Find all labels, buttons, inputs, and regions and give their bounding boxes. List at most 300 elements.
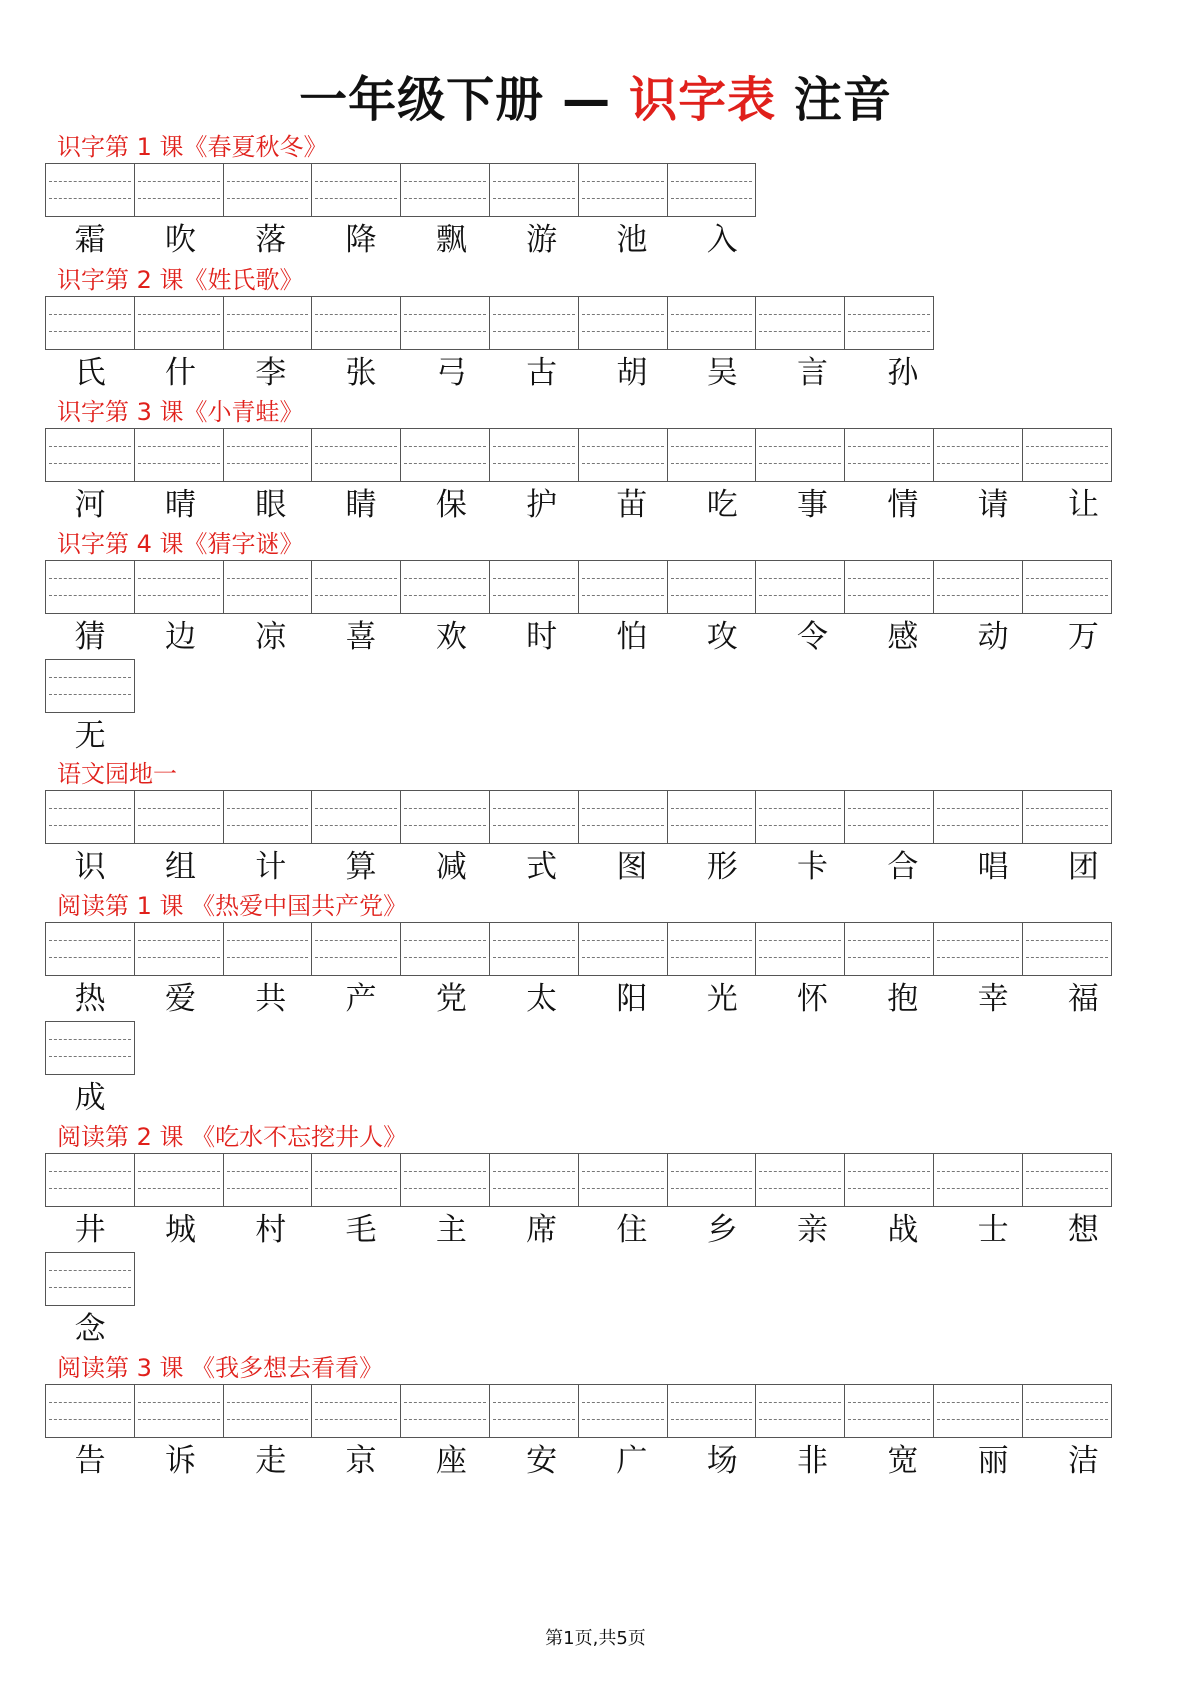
hanzi-character: 合 [887, 849, 919, 885]
guide-line [671, 578, 753, 579]
pinyin-writing-cell[interactable] [401, 163, 490, 217]
hanzi-character: 吹 [164, 222, 196, 258]
guide-line [49, 198, 131, 199]
pinyin-writing-cell[interactable] [490, 1153, 579, 1207]
guide-line [1026, 595, 1108, 596]
pinyin-writing-cell[interactable] [845, 296, 934, 350]
guide-line [315, 331, 397, 332]
guide-line [404, 1171, 486, 1172]
guide-line [404, 463, 486, 464]
guide-line [49, 825, 131, 826]
hanzi-character: 宽 [887, 1443, 919, 1479]
guide-line [582, 1171, 664, 1172]
pinyin-writing-cell[interactable] [135, 560, 224, 614]
guide-line [315, 825, 397, 826]
pinyin-writing-cell[interactable] [845, 428, 934, 482]
guide-line [937, 446, 1019, 447]
pinyin-writing-cell[interactable] [46, 163, 135, 217]
pinyin-writing-cell[interactable] [135, 163, 224, 217]
guide-line [315, 463, 397, 464]
pinyin-writing-cell[interactable] [668, 163, 757, 217]
guide-line [848, 595, 930, 596]
hanzi-character: 霜 [74, 222, 106, 258]
guide-line [1026, 1188, 1108, 1189]
hanzi-character: 感 [887, 619, 919, 655]
pinyin-writing-cell[interactable] [224, 1153, 313, 1207]
hanzi-character: 降 [345, 222, 377, 258]
hanzi-character: 丽 [977, 1443, 1009, 1479]
hanzi-character: 亲 [797, 1212, 829, 1248]
hanzi-character: 无 [74, 718, 106, 754]
guide-line [404, 808, 486, 809]
pinyin-grid-row [45, 428, 1112, 482]
pinyin-writing-cell[interactable] [46, 922, 135, 976]
pinyin-writing-cell[interactable] [579, 296, 668, 350]
guide-line [937, 808, 1019, 809]
pinyin-writing-cell[interactable] [224, 1384, 313, 1438]
guide-line [671, 198, 753, 199]
title-separator: — [562, 72, 612, 128]
character-row [45, 1210, 1129, 1250]
guide-line [227, 940, 309, 941]
pinyin-writing-cell[interactable] [934, 922, 1023, 976]
pinyin-writing-cell[interactable] [756, 922, 845, 976]
hanzi-character: 攻 [706, 619, 738, 655]
guide-line [49, 181, 131, 182]
pinyin-writing-cell[interactable] [135, 922, 224, 976]
section-heading: 识字第 3 课《小青蛙》 [57, 398, 304, 426]
guide-line [49, 331, 131, 332]
guide-line [404, 198, 486, 199]
pinyin-writing-cell[interactable] [135, 1153, 224, 1207]
hanzi-character: 座 [435, 1443, 467, 1479]
guide-line [671, 825, 753, 826]
pinyin-writing-cell[interactable] [579, 1384, 668, 1438]
guide-line [671, 1419, 753, 1420]
hanzi-character: 李 [255, 355, 287, 391]
guide-line [138, 1171, 220, 1172]
hanzi-character: 广 [616, 1443, 648, 1479]
pinyin-writing-cell[interactable] [135, 428, 224, 482]
guide-line [404, 940, 486, 941]
hanzi-character: 时 [526, 619, 558, 655]
guide-line [493, 181, 575, 182]
character-row [45, 220, 767, 260]
guide-line [1026, 463, 1108, 464]
pinyin-writing-cell[interactable] [756, 1153, 845, 1207]
guide-line [582, 181, 664, 182]
hanzi-character: 组 [164, 849, 196, 885]
guide-line [759, 940, 841, 941]
guide-line [138, 595, 220, 596]
pinyin-writing-cell[interactable] [401, 1153, 490, 1207]
pinyin-writing-cell[interactable] [490, 296, 579, 350]
pinyin-writing-cell[interactable] [668, 560, 757, 614]
hanzi-character: 京 [345, 1443, 377, 1479]
hanzi-character: 想 [1067, 1212, 1099, 1248]
pinyin-writing-cell[interactable] [579, 790, 668, 844]
guide-line [315, 314, 397, 315]
guide-line [227, 957, 309, 958]
guide-line [404, 314, 486, 315]
guide-line [49, 677, 131, 678]
pinyin-writing-cell[interactable] [756, 296, 845, 350]
guide-line [227, 578, 309, 579]
pinyin-writing-cell[interactable] [46, 1021, 135, 1075]
guide-line [138, 314, 220, 315]
guide-line [937, 595, 1019, 596]
hanzi-character: 游 [526, 222, 558, 258]
pinyin-writing-cell[interactable] [46, 790, 135, 844]
hanzi-character: 晴 [164, 487, 196, 523]
hanzi-character: 产 [345, 981, 377, 1017]
pinyin-writing-cell[interactable] [224, 922, 313, 976]
pinyin-writing-cell[interactable] [1023, 1384, 1112, 1438]
guide-line [671, 463, 753, 464]
title-grade: 一年级下册 [299, 72, 545, 128]
hanzi-character: 减 [435, 849, 467, 885]
pinyin-grid-row [45, 296, 934, 350]
pinyin-writing-cell[interactable] [579, 560, 668, 614]
pinyin-grid-row [45, 163, 756, 217]
hanzi-character: 算 [345, 849, 377, 885]
guide-line [315, 446, 397, 447]
guide-line [227, 808, 309, 809]
guide-line [227, 463, 309, 464]
guide-line [49, 694, 131, 695]
pinyin-writing-cell[interactable] [934, 1153, 1023, 1207]
hanzi-character: 卡 [797, 849, 829, 885]
pinyin-writing-cell[interactable] [224, 428, 313, 482]
hanzi-character: 场 [706, 1443, 738, 1479]
guide-line [315, 198, 397, 199]
pinyin-writing-cell[interactable] [934, 428, 1023, 482]
pinyin-writing-cell[interactable] [135, 296, 224, 350]
guide-line [759, 446, 841, 447]
hanzi-character: 万 [1067, 619, 1099, 655]
hanzi-character: 爱 [164, 981, 196, 1017]
hanzi-character: 落 [255, 222, 287, 258]
guide-line [138, 1402, 220, 1403]
pinyin-writing-cell[interactable] [312, 163, 401, 217]
guide-line [49, 1402, 131, 1403]
guide-line [848, 940, 930, 941]
pinyin-writing-cell[interactable] [401, 1384, 490, 1438]
guide-line [1026, 578, 1108, 579]
hanzi-character: 战 [887, 1212, 919, 1248]
hanzi-character: 村 [255, 1212, 287, 1248]
guide-line [671, 1171, 753, 1172]
pinyin-writing-cell[interactable] [668, 790, 757, 844]
pinyin-writing-cell[interactable] [490, 1384, 579, 1438]
hanzi-character: 席 [526, 1212, 558, 1248]
guide-line [848, 1171, 930, 1172]
pinyin-writing-cell[interactable] [1023, 790, 1112, 844]
pinyin-writing-cell[interactable] [1023, 428, 1112, 482]
pinyin-writing-cell[interactable] [579, 163, 668, 217]
guide-line [848, 314, 930, 315]
character-row [45, 1309, 135, 1349]
pinyin-writing-cell[interactable] [668, 922, 757, 976]
hanzi-character: 氏 [74, 355, 106, 391]
pinyin-writing-cell[interactable] [579, 428, 668, 482]
hanzi-character: 喜 [345, 619, 377, 655]
guide-line [582, 940, 664, 941]
guide-line [759, 314, 841, 315]
guide-line [937, 957, 1019, 958]
pinyin-writing-cell[interactable] [312, 790, 401, 844]
pinyin-writing-cell[interactable] [1023, 560, 1112, 614]
guide-line [937, 578, 1019, 579]
pinyin-writing-cell[interactable] [46, 1153, 135, 1207]
pinyin-writing-cell[interactable] [46, 428, 135, 482]
pinyin-writing-cell[interactable] [46, 1384, 135, 1438]
hanzi-character: 动 [977, 619, 1009, 655]
guide-line [49, 808, 131, 809]
hanzi-character: 保 [435, 487, 467, 523]
hanzi-character: 古 [526, 355, 558, 391]
guide-line [759, 1188, 841, 1189]
hanzi-character: 识 [74, 849, 106, 885]
guide-line [227, 331, 309, 332]
pinyin-writing-cell[interactable] [756, 428, 845, 482]
guide-line [138, 940, 220, 941]
guide-line [493, 957, 575, 958]
pinyin-writing-cell[interactable] [845, 790, 934, 844]
pinyin-writing-cell[interactable] [668, 1384, 757, 1438]
pinyin-writing-cell[interactable] [312, 296, 401, 350]
guide-line [937, 1402, 1019, 1403]
title-suffix: 注音 [793, 72, 892, 128]
hanzi-character: 计 [255, 849, 287, 885]
section-heading: 识字第 2 课《姓氏歌》 [57, 266, 304, 294]
guide-line [937, 1171, 1019, 1172]
hanzi-character: 党 [435, 981, 467, 1017]
pinyin-writing-cell[interactable] [490, 790, 579, 844]
pinyin-writing-cell[interactable] [845, 1153, 934, 1207]
section-heading: 阅读第 1 课 《热爱中国共产党》 [57, 892, 408, 920]
pinyin-writing-cell[interactable] [401, 922, 490, 976]
hanzi-character: 走 [255, 1443, 287, 1479]
guide-line [227, 595, 309, 596]
hanzi-character: 吃 [706, 487, 738, 523]
guide-line [315, 808, 397, 809]
pinyin-writing-cell[interactable] [490, 560, 579, 614]
guide-line [1026, 446, 1108, 447]
hanzi-character: 睛 [345, 487, 377, 523]
guide-line [227, 446, 309, 447]
guide-line [138, 181, 220, 182]
hanzi-character: 抱 [887, 981, 919, 1017]
hanzi-character: 士 [977, 1212, 1009, 1248]
guide-line [671, 314, 753, 315]
pinyin-writing-cell[interactable] [401, 428, 490, 482]
pinyin-writing-cell[interactable] [756, 1384, 845, 1438]
guide-line [138, 808, 220, 809]
guide-line [493, 808, 575, 809]
pinyin-writing-cell[interactable] [668, 296, 757, 350]
pinyin-writing-cell[interactable] [135, 1384, 224, 1438]
guide-line [315, 1171, 397, 1172]
guide-line [493, 1419, 575, 1420]
pinyin-writing-cell[interactable] [312, 1384, 401, 1438]
guide-line [49, 940, 131, 941]
guide-line [493, 314, 575, 315]
pinyin-writing-cell[interactable] [224, 560, 313, 614]
hanzi-character: 主 [435, 1212, 467, 1248]
guide-line [937, 825, 1019, 826]
guide-line [404, 331, 486, 332]
guide-line [49, 595, 131, 596]
guide-line [227, 825, 309, 826]
guide-line [848, 446, 930, 447]
pinyin-writing-cell[interactable] [845, 560, 934, 614]
hanzi-character: 安 [526, 1443, 558, 1479]
pinyin-grid-row [45, 659, 135, 713]
guide-line [937, 1419, 1019, 1420]
hanzi-character: 胡 [616, 355, 648, 391]
pinyin-writing-cell[interactable] [312, 560, 401, 614]
hanzi-character: 入 [706, 222, 738, 258]
guide-line [1026, 1402, 1108, 1403]
hanzi-character: 太 [526, 981, 558, 1017]
pinyin-writing-cell[interactable] [579, 1153, 668, 1207]
hanzi-character: 言 [797, 355, 829, 391]
pinyin-writing-cell[interactable] [401, 296, 490, 350]
pinyin-writing-cell[interactable] [224, 790, 313, 844]
pinyin-writing-cell[interactable] [312, 1153, 401, 1207]
pinyin-writing-cell[interactable] [934, 790, 1023, 844]
guide-line [138, 825, 220, 826]
hanzi-character: 怕 [616, 619, 648, 655]
hanzi-character: 张 [345, 355, 377, 391]
character-row [45, 353, 948, 393]
hanzi-character: 念 [74, 1311, 106, 1347]
guide-line [582, 595, 664, 596]
guide-line [49, 446, 131, 447]
hanzi-character: 请 [977, 487, 1009, 523]
guide-line [1026, 1171, 1108, 1172]
pinyin-writing-cell[interactable] [224, 296, 313, 350]
character-row [45, 485, 1129, 525]
pinyin-writing-cell[interactable] [401, 560, 490, 614]
pinyin-writing-cell[interactable] [46, 659, 135, 713]
hanzi-character: 毛 [345, 1212, 377, 1248]
guide-line [848, 1188, 930, 1189]
pinyin-writing-cell[interactable] [312, 428, 401, 482]
guide-line [404, 446, 486, 447]
pinyin-writing-cell[interactable] [224, 163, 313, 217]
pinyin-writing-cell[interactable] [1023, 922, 1112, 976]
guide-line [493, 1402, 575, 1403]
hanzi-character: 事 [797, 487, 829, 523]
guide-line [759, 825, 841, 826]
pinyin-writing-cell[interactable] [46, 560, 135, 614]
guide-line [582, 331, 664, 332]
hanzi-character: 告 [74, 1443, 106, 1479]
pinyin-writing-cell[interactable] [490, 428, 579, 482]
guide-line [404, 595, 486, 596]
pinyin-writing-cell[interactable] [668, 1153, 757, 1207]
guide-line [315, 1419, 397, 1420]
guide-line [49, 1188, 131, 1189]
pinyin-writing-cell[interactable] [46, 296, 135, 350]
section-heading: 语文园地一 [57, 760, 177, 788]
hanzi-character: 护 [526, 487, 558, 523]
hanzi-character: 式 [526, 849, 558, 885]
pinyin-writing-cell[interactable] [579, 922, 668, 976]
pinyin-grid-row [45, 922, 1112, 976]
hanzi-character: 阳 [616, 981, 648, 1017]
pinyin-writing-cell[interactable] [934, 560, 1023, 614]
guide-line [138, 446, 220, 447]
hanzi-character: 福 [1067, 981, 1099, 1017]
pinyin-grid-row [45, 790, 1112, 844]
hanzi-character: 怀 [797, 981, 829, 1017]
hanzi-character: 乡 [706, 1212, 738, 1248]
guide-line [315, 578, 397, 579]
guide-line [848, 808, 930, 809]
character-row [45, 716, 135, 756]
hanzi-character: 吴 [706, 355, 738, 391]
pinyin-writing-cell[interactable] [845, 1384, 934, 1438]
pinyin-grid-row [45, 1252, 135, 1306]
guide-line [227, 314, 309, 315]
pinyin-writing-cell[interactable] [756, 790, 845, 844]
character-row [45, 847, 1129, 887]
pinyin-writing-cell[interactable] [668, 428, 757, 482]
guide-line [671, 595, 753, 596]
guide-line [759, 1402, 841, 1403]
pinyin-writing-cell[interactable] [312, 922, 401, 976]
pinyin-writing-cell[interactable] [845, 922, 934, 976]
pinyin-writing-cell[interactable] [756, 560, 845, 614]
pinyin-writing-cell[interactable] [490, 163, 579, 217]
guide-line [404, 1402, 486, 1403]
guide-line [582, 446, 664, 447]
hanzi-character: 井 [74, 1212, 106, 1248]
pinyin-writing-cell[interactable] [401, 790, 490, 844]
guide-line [759, 1171, 841, 1172]
guide-line [49, 1270, 131, 1271]
guide-line [138, 198, 220, 199]
guide-line [49, 1056, 131, 1057]
guide-line [227, 181, 309, 182]
guide-line [848, 1402, 930, 1403]
guide-line [493, 578, 575, 579]
pinyin-writing-cell[interactable] [1023, 1153, 1112, 1207]
guide-line [671, 1188, 753, 1189]
hanzi-character: 苗 [616, 487, 648, 523]
page-footer: 第1页,共5页 [545, 1628, 646, 1649]
guide-line [759, 578, 841, 579]
pinyin-writing-cell[interactable] [934, 1384, 1023, 1438]
guide-line [671, 808, 753, 809]
guide-line [404, 825, 486, 826]
pinyin-writing-cell[interactable] [135, 790, 224, 844]
character-row [45, 1078, 135, 1118]
hanzi-character: 团 [1067, 849, 1099, 885]
guide-line [937, 463, 1019, 464]
guide-line [404, 1188, 486, 1189]
guide-line [848, 331, 930, 332]
pinyin-writing-cell[interactable] [46, 1252, 135, 1306]
guide-line [138, 1188, 220, 1189]
guide-line [138, 463, 220, 464]
guide-line [582, 957, 664, 958]
pinyin-writing-cell[interactable] [490, 922, 579, 976]
guide-line [671, 957, 753, 958]
